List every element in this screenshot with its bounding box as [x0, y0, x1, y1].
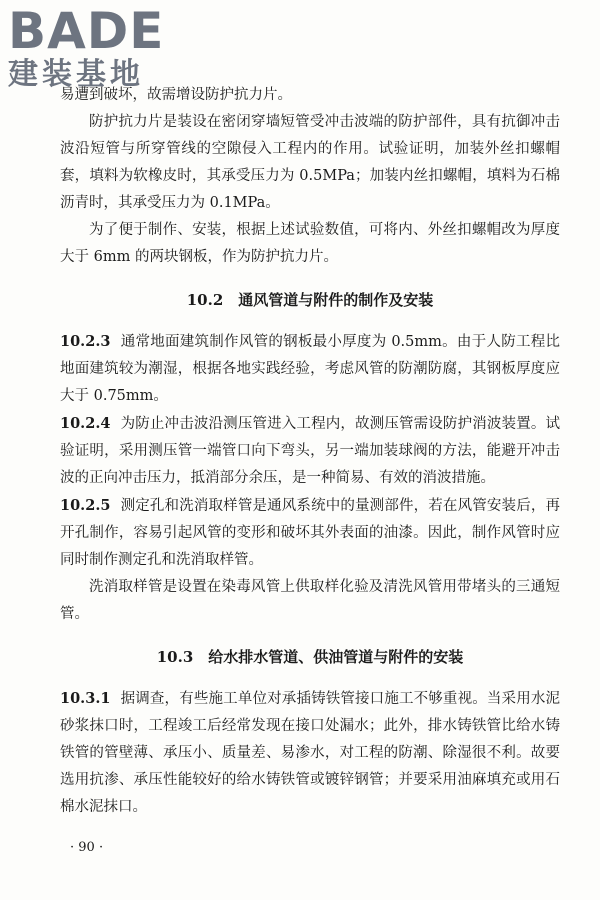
- clause-10-2-3: [60, 328, 560, 410]
- clause-number: 10.2.5: [60, 497, 111, 514]
- clause-text: 据调查，有些施工单位对承插铸铁管接口施工不够重视。当采用水泥砂浆抹口时，工程竣工后经常发现在接口处漏水；此外，排水铸铁管比给水铸铁管的管壁薄、承压小、质量差、易渗水，对工程的防潮、除湿很不利。故要选用抗渗、承压性能较好的给水铸铁管或镀锌钢管；并要采用油麻填充或用石棉水泥抹口。: [60, 691, 560, 815]
- clause-10-3-1: [60, 685, 560, 821]
- clause-number: 10.3.1: [60, 690, 111, 707]
- clause-text: 通常地面建筑制作风管的钢板最小厚度为 0.5mm。由于人防工程比地面建筑较为潮湿，根据各地实践经验，考虑风管的防潮防腐，其钢板厚度应大于 0.75mm。: [60, 334, 560, 404]
- clause-number: 10.2.4: [60, 415, 111, 432]
- logo-latin-text: BADE: [8, 2, 165, 60]
- paragraph-anti-force-plate: 防护抗力片是装设在密闭穿墙短管受冲击波端的防护部件，具有抗御冲击波沿短管与所穿管线的空隙侵入工程内的作用。试验证明，加装外丝扣螺帽套，填料为软橡皮时，其承受压力为 0.5MPa；加装内丝扣螺帽，填料为石棉沥青时，其承受压力为 0.1MPa。: [60, 114, 560, 211]
- clause-text: 测定孔和洗消取样管是通风系统中的量测部件，若在风管安装后，再开孔制作，容易引起风管的变形和破坏其外表面的油漆。因此，制作风管时应同时制作测定孔和洗消取样管。: [60, 498, 560, 568]
- paragraph-continuation: 易遭到破坏，故需增设防护抗力片。: [60, 87, 292, 103]
- section-title-10-2: 10.2 通风管道与附件的制作及安装: [186, 291, 434, 309]
- logo-cjk-text: 建装基地: [8, 57, 144, 92]
- page-number: · 90 ·: [70, 840, 104, 855]
- section-title-10-3: 10.3 给水排水管道、供油管道与附件的安装: [156, 648, 464, 666]
- clause-number: 10.2.3: [60, 333, 111, 350]
- watermark-logo: [8, 2, 165, 92]
- clause-10-2-5: [60, 492, 560, 574]
- document-body: [60, 82, 560, 821]
- clause-10-2-4: [60, 410, 560, 492]
- clause-text: 为防止冲击波沿测压管进入工程内，故测压管需设防护消波装置。试验证明，采用测压管一端管口向下弯头，另一端加装球阀的方法，能避开冲击波的正向冲击压力，抵消部分余压，是一种简易、有效的消波措施。: [60, 416, 560, 486]
- paragraph-steel-plate: 为了便于制作、安装，根据上述试验数值，可将内、外丝扣螺帽改为厚度大于 6mm 的两块钢板，作为防护抗力片。: [60, 222, 560, 265]
- paragraph-sampling-pipe: 洗消取样管是设置在染毒风管上供取样化验及清洗风管用带堵头的三通短管。: [60, 579, 560, 622]
